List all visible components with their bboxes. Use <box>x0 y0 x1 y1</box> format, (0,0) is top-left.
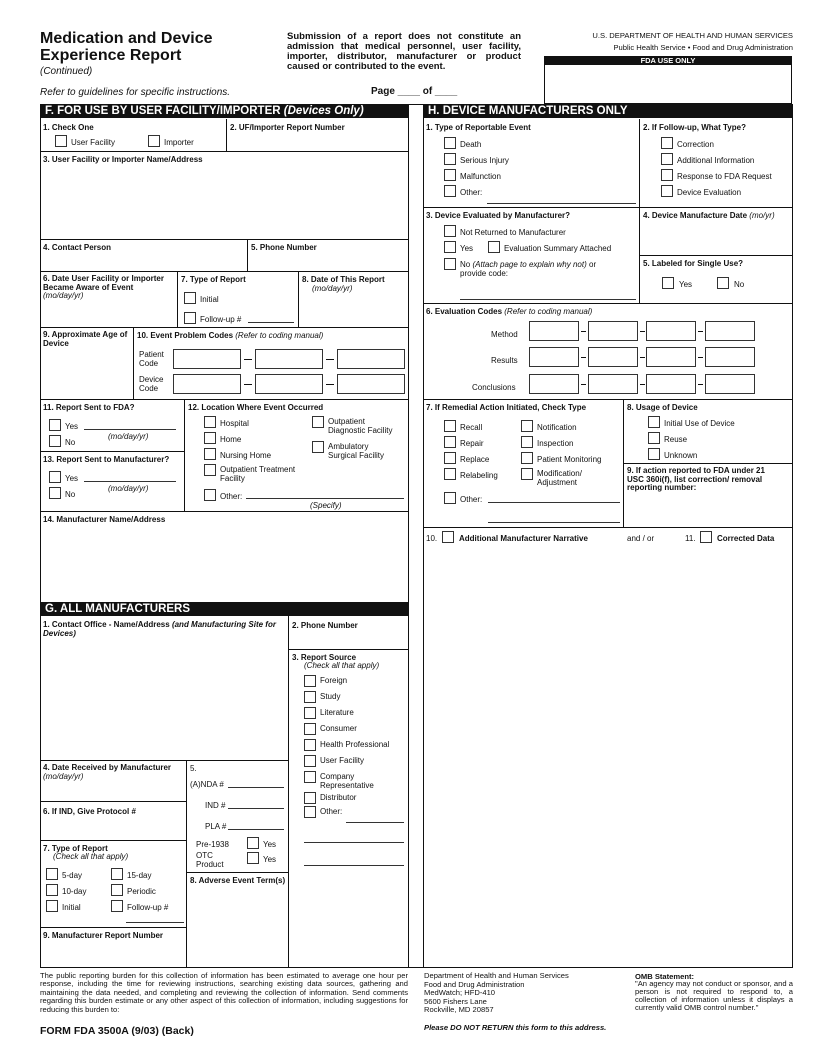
g-rule <box>40 801 186 802</box>
h3-eval-summary-checkbox[interactable] <box>488 241 500 253</box>
outpatient-treatment-label: Outpatient Treatment Facility <box>220 465 296 483</box>
g7-followup-label: Follow-up # <box>127 903 169 912</box>
eval-method-code-4[interactable] <box>705 321 755 341</box>
f-rule <box>40 151 409 152</box>
h1-other-line[interactable] <box>487 203 636 204</box>
f11-date-line[interactable] <box>84 429 176 430</box>
modification-checkbox[interactable] <box>521 468 533 480</box>
g7-followup-line[interactable] <box>126 922 184 923</box>
eval-conclusions-code-1[interactable] <box>529 374 579 394</box>
event-type-other-checkbox[interactable] <box>444 185 456 197</box>
disclaimer-text: Submission of a report does not constitute an admission that medical personnel, user facility, importer, distributor, manufacturer or product caused or contributed to the event. <box>287 31 521 72</box>
results-label: Results <box>491 356 518 365</box>
g7-5day-checkbox[interactable] <box>46 868 58 880</box>
f-rule <box>40 451 184 452</box>
replace-label: Replace <box>460 455 490 464</box>
h1-label: 1. Type of Reportable Event <box>426 123 531 132</box>
and-or-label: and / or <box>627 534 655 543</box>
g1-label: 1. Contact Office - Name/Address (and Manufacturing Site for Devices) <box>43 620 276 638</box>
report-source-study-checkbox[interactable] <box>304 691 316 703</box>
f13-yes-checkbox[interactable] <box>49 471 61 483</box>
f11-date-unit: (mo/day/yr) <box>108 432 149 441</box>
f7-followup-label: Follow-up # <box>200 315 242 324</box>
mailing-address: Department of Health and Human Services Food and Drug Administration MedWatch; HFD-410 5600 Fishers Lane Rockville, MD 20857 <box>424 971 569 1015</box>
report-source-user-facility-checkbox[interactable] <box>304 755 316 767</box>
f1-divider <box>226 119 227 151</box>
f7-divider <box>298 271 299 327</box>
outpatient-diagnostic-label: Outpatient Diagnostic Facility <box>328 417 393 435</box>
notification-label: Notification <box>537 423 577 432</box>
event-type-serious-injury-checkbox[interactable] <box>444 153 456 165</box>
report-source-foreign-checkbox[interactable] <box>304 675 316 687</box>
h3-no-label: No (Attach page to explain why not) or provide code: <box>460 260 597 278</box>
device-usage-reuse-label: Reuse <box>664 435 688 444</box>
h3-code-line[interactable] <box>460 299 636 300</box>
h3-yes-checkbox[interactable] <box>444 241 456 253</box>
burden-statement: The public reporting burden for this collection of information has been estimated to average one hour per response, including the time for reviewing instructions, searching existing data sources, gathering and maintaining the data needed, and completing and reviewing the collection of information. Send comments regarding this burden estimate or any other aspect of this collection of information, including suggestions for reducing this burden to: <box>40 971 408 1014</box>
dash <box>698 331 703 332</box>
report-source-company-representative-checkbox[interactable] <box>304 771 316 783</box>
h-rule <box>623 463 793 464</box>
method-label: Method <box>491 330 518 339</box>
h5-no-checkbox[interactable] <box>717 277 729 289</box>
eval-method-code-1[interactable] <box>529 321 579 341</box>
g-rule <box>40 927 186 928</box>
h7-label: 7. If Remedial Action Initiated, Check Type <box>426 403 587 412</box>
f11-no-label: No <box>65 438 76 447</box>
g2-label: 2. Phone Number <box>292 621 358 630</box>
agency-header: U.S. DEPARTMENT OF HEALTH AND HUMAN SERVICES Public Health Service • Food and Drug Administration <box>592 31 793 52</box>
followup-type-correction-checkbox[interactable] <box>661 137 673 149</box>
user-facility-checkbox[interactable] <box>55 135 67 147</box>
f2-label: 2. UF/Importer Report Number <box>230 123 345 132</box>
recall-checkbox[interactable] <box>444 420 456 432</box>
recall-label: Recall <box>460 423 483 432</box>
dash <box>244 384 252 385</box>
report-source-other-checkbox[interactable] <box>304 806 316 818</box>
remedial-other-label: Other: <box>460 495 483 504</box>
f5-label: 5. Phone Number <box>251 243 317 252</box>
h5-label: 5. Labeled for Single Use? <box>643 259 744 268</box>
device-code-label: Device Code <box>139 375 164 393</box>
h4-label: 4. Device Manufacture Date (mo/yr) <box>643 211 775 220</box>
eval-conclusions-code-3[interactable] <box>646 374 696 394</box>
f-rule <box>40 327 409 328</box>
patient-monitoring-checkbox[interactable] <box>521 452 533 464</box>
dash <box>326 359 334 360</box>
h-rule <box>423 303 793 304</box>
report-source-literature-label: Literature <box>320 708 354 717</box>
device-usage-unknown-label: Unknown <box>664 451 698 460</box>
g7-initial-label: Initial <box>62 903 81 912</box>
h-rule <box>423 527 793 528</box>
f13-no-checkbox[interactable] <box>49 487 61 499</box>
f7-label: 7. Type of Report <box>181 275 246 284</box>
continued-label: (Continued) <box>40 66 93 77</box>
conclusions-label: Conclusions <box>472 383 516 392</box>
patient-code-2[interactable] <box>255 349 323 369</box>
report-source-consumer-checkbox[interactable] <box>304 723 316 735</box>
g4-divider <box>186 760 187 872</box>
f4-label: 4. Contact Person <box>43 243 112 252</box>
h-rule <box>423 399 793 400</box>
location-other-checkbox[interactable] <box>204 489 216 501</box>
remedial-other-line[interactable] <box>488 502 620 503</box>
g7-initial-checkbox[interactable] <box>46 900 58 912</box>
nursing-home-label: Nursing Home <box>220 451 272 460</box>
f9-divider <box>133 327 134 399</box>
anda-label: (A)NDA # <box>190 780 224 789</box>
form-frame <box>40 104 793 968</box>
g3-note: (Check all that apply) <box>304 661 380 670</box>
h-rule <box>639 255 793 256</box>
g7-periodic-label: Periodic <box>127 887 156 896</box>
followup-type-additional-information-checkbox[interactable] <box>661 153 673 165</box>
f-rule <box>40 399 409 400</box>
form-title: Medication and Device Experience Report <box>40 30 213 64</box>
h3-label: 3. Device Evaluated by Manufacturer? <box>426 211 571 220</box>
g7-note: (Check all that apply) <box>53 852 129 861</box>
eval-results-code-4[interactable] <box>705 347 755 367</box>
event-type-malfunction-checkbox[interactable] <box>444 169 456 181</box>
g9-label: 9. Manufacturer Report Number <box>43 931 164 940</box>
patient-code-label: Patient Code <box>139 350 164 368</box>
inspection-label: Inspection <box>537 439 574 448</box>
event-type-malfunction-label: Malfunction <box>460 172 501 181</box>
f3-label: 3. User Facility or Importer Name/Address <box>43 155 203 164</box>
f14-label: 14. Manufacturer Name/Address <box>43 515 166 524</box>
remedial-other-line-2[interactable] <box>488 522 620 523</box>
report-source-health-professional-label: Health Professional <box>320 740 390 749</box>
section-g-header: G. ALL MANUFACTURERS <box>40 602 409 616</box>
report-source-health-professional-checkbox[interactable] <box>304 739 316 751</box>
followup-type-correction-label: Correction <box>677 140 714 149</box>
fda-use-only-box <box>544 56 792 104</box>
omb-text: "An agency may not conduct or sponsor, and a person is not required to respond to, a collection of information unless it displays a currently valid OMB control number." <box>635 979 793 1012</box>
device-code-1[interactable] <box>173 374 241 394</box>
modification-label: Modification/ Adjustment <box>537 469 582 487</box>
otc-yes-label: Yes <box>263 855 277 864</box>
g4-label: 4. Date Received by Manufacturer (mo/day/yr) <box>43 763 172 781</box>
f13-label: 13. Report Sent to Manufacturer? <box>43 455 170 464</box>
g5-label: 5. <box>190 764 197 773</box>
column-divider <box>408 104 409 968</box>
remedial-other-checkbox[interactable] <box>444 492 456 504</box>
ambulatory-checkbox[interactable] <box>312 441 324 453</box>
device-code-2[interactable] <box>255 374 323 394</box>
eval-conclusions-code-4[interactable] <box>705 374 755 394</box>
location-specify-label: (Specify) <box>310 501 342 510</box>
g-rule <box>40 840 186 841</box>
h3-yes-label: Yes <box>460 244 474 253</box>
h2-label: 2. If Follow-up, What Type? <box>643 123 746 132</box>
fda-use-only-label: FDA USE ONLY <box>545 57 791 65</box>
page-number-label: Page ____ of ____ <box>371 86 458 97</box>
dash <box>581 331 586 332</box>
dash <box>640 331 645 332</box>
patient-monitoring-label: Patient Monitoring <box>537 455 602 464</box>
omb-title: OMB Statement: <box>635 972 695 981</box>
h11-checkbox[interactable] <box>700 531 712 543</box>
report-source-other-line-2[interactable] <box>304 842 404 843</box>
eval-results-code-1[interactable] <box>529 347 579 367</box>
followup-type-response-to-fda-request-checkbox[interactable] <box>661 169 673 181</box>
device-code-3[interactable] <box>337 374 405 394</box>
report-source-literature-checkbox[interactable] <box>304 707 316 719</box>
g3-label: 3. Report Source <box>292 653 357 662</box>
h5-yes-checkbox[interactable] <box>662 277 674 289</box>
f11-label: 11. Report Sent to FDA? <box>43 403 135 412</box>
f11-no-checkbox[interactable] <box>49 435 61 447</box>
replace-checkbox[interactable] <box>444 452 456 464</box>
f11-divider <box>184 399 185 511</box>
otc-yes-checkbox[interactable] <box>247 852 259 864</box>
followup-type-response-to-fda-request-label: Response to FDA Request <box>677 172 772 181</box>
h5-no-label: No <box>734 280 745 289</box>
h11-label: Corrected Data <box>717 534 775 543</box>
g7-label: 7. Type of Report <box>43 844 108 853</box>
followup-type-additional-information-label: Additional Information <box>677 156 755 165</box>
device-usage-initial-use-of-device-checkbox[interactable] <box>648 416 660 428</box>
report-source-study-label: Study <box>320 692 341 701</box>
report-source-consumer-label: Consumer <box>320 724 357 733</box>
report-source-distributor-checkbox[interactable] <box>304 792 316 804</box>
location-other-label: Other: <box>220 492 243 501</box>
dash <box>581 384 586 385</box>
relabeling-checkbox[interactable] <box>444 468 456 480</box>
g8-divider <box>186 872 187 968</box>
g-divider <box>288 616 289 968</box>
h6-label: 6. Evaluation Codes (Refer to coding manual) <box>426 307 593 316</box>
importer-label: Importer <box>164 138 194 147</box>
h3-eval-summary-label: Evaluation Summary Attached <box>504 244 612 253</box>
f-rule <box>40 239 409 240</box>
f11-yes-checkbox[interactable] <box>49 419 61 431</box>
f13-date-unit: (mo/day/yr) <box>108 484 149 493</box>
column-divider-right <box>423 104 424 968</box>
report-source-distributor-label: Distributor <box>320 793 357 802</box>
f11-yes-label: Yes <box>65 422 79 431</box>
guidelines-note: Refer to guidelines for specific instructions. <box>40 87 231 98</box>
eval-method-code-3[interactable] <box>646 321 696 341</box>
f8-unit: (mo/day/yr) <box>312 284 353 293</box>
report-source-other-line[interactable] <box>346 822 404 823</box>
followup-type-device-evaluation-label: Device Evaluation <box>677 188 742 197</box>
form-id: FORM FDA 3500A (9/03) (Back) <box>40 1025 194 1037</box>
h10-label: Additional Manufacturer Narrative <box>459 534 588 543</box>
home-checkbox[interactable] <box>204 432 216 444</box>
f1-label: 1. Check One <box>43 123 94 132</box>
outpatient-diagnostic-checkbox[interactable] <box>312 416 324 428</box>
g7-15day-label: 15-day <box>127 871 152 880</box>
followup-type-device-evaluation-checkbox[interactable] <box>661 185 673 197</box>
relabeling-label: Relabeling <box>460 471 498 480</box>
f7-followup-line[interactable] <box>248 322 294 323</box>
nursing-home-checkbox[interactable] <box>204 448 216 460</box>
hospital-label: Hospital <box>220 419 249 428</box>
inspection-checkbox[interactable] <box>521 436 533 448</box>
g-rule <box>186 872 288 873</box>
ambulatory-label: Ambulatory Surgical Facility <box>328 442 385 460</box>
g-rule <box>288 649 409 650</box>
pla-line[interactable] <box>228 829 284 830</box>
importer-checkbox[interactable] <box>148 135 160 147</box>
report-source-user-facility-label: User Facility <box>320 756 365 765</box>
eval-conclusions-code-2[interactable] <box>588 374 638 394</box>
dash <box>244 359 252 360</box>
g6-label: 6. If IND, Give Protocol # <box>43 807 136 816</box>
g7-5day-label: 5-day <box>62 871 83 880</box>
eval-results-code-3[interactable] <box>646 347 696 367</box>
ind-line[interactable] <box>228 808 284 809</box>
f13-date-line[interactable] <box>84 481 176 482</box>
pre1938-label: Pre-1938 <box>196 840 229 849</box>
eval-method-code-2[interactable] <box>588 321 638 341</box>
f9-label: 9. Approximate Age of Device <box>43 330 128 348</box>
f7-initial-checkbox[interactable] <box>184 292 196 304</box>
f-rule <box>40 271 409 272</box>
otc-label: OTC Product <box>196 851 224 869</box>
f8-label: 8. Date of This Report <box>302 275 385 284</box>
h3-not-returned-label: Not Returned to Manufacturer <box>460 228 566 237</box>
section-f-header: F. FOR USE BY USER FACILITY/IMPORTER (Devices Only) <box>40 104 409 118</box>
h5-yes-label: Yes <box>679 280 693 289</box>
f13-no-label: No <box>65 490 76 499</box>
g7-15day-checkbox[interactable] <box>111 868 123 880</box>
device-usage-reuse-checkbox[interactable] <box>648 432 660 444</box>
dash <box>581 357 586 358</box>
h8-label: 8. Usage of Device <box>627 403 698 412</box>
patient-code-1[interactable] <box>173 349 241 369</box>
repair-checkbox[interactable] <box>444 436 456 448</box>
dash <box>698 357 703 358</box>
report-source-other-line-3[interactable] <box>304 865 404 866</box>
f-rule <box>40 511 409 512</box>
hospital-checkbox[interactable] <box>204 416 216 428</box>
f7-followup-checkbox[interactable] <box>184 312 196 324</box>
g7-followup-checkbox[interactable] <box>111 900 123 912</box>
dash <box>326 384 334 385</box>
report-source-foreign-label: Foreign <box>320 676 348 685</box>
f13-yes-label: Yes <box>65 474 79 483</box>
pre1938-yes-checkbox[interactable] <box>247 837 259 849</box>
f7-initial-label: Initial <box>200 295 219 304</box>
h9-label: 9. If action reported to FDA under 21 USC 360i(f), list correction/ removal reporting number: <box>627 466 765 493</box>
h1-divider <box>639 119 640 207</box>
f6-divider <box>177 271 178 327</box>
h10-checkbox[interactable] <box>442 531 454 543</box>
user-facility-label: User Facility <box>71 138 116 147</box>
pla-label: PLA # <box>205 822 227 831</box>
h10-number: 10. <box>426 534 438 543</box>
f4-divider <box>247 239 248 271</box>
event-type-serious-injury-label: Serious Injury <box>460 156 509 165</box>
event-type-death-checkbox[interactable] <box>444 137 456 149</box>
f12-label: 12. Location Where Event Occurred <box>188 403 324 412</box>
eval-results-code-2[interactable] <box>588 347 638 367</box>
repair-label: Repair <box>460 439 484 448</box>
patient-code-3[interactable] <box>337 349 405 369</box>
do-not-return-note: Please DO NOT RETURN this form to this address. <box>424 1023 607 1032</box>
f6-label: 6. Date User Facility or Importer Became Aware of Event (mo/day/yr) <box>43 274 164 301</box>
outpatient-treatment-checkbox[interactable] <box>204 464 216 476</box>
f10-label: 10. Event Problem Codes (Refer to coding manual) <box>137 331 324 340</box>
dash <box>640 384 645 385</box>
report-source-other-label: Other: <box>320 807 343 816</box>
report-source-company-representative-label: Company Representative <box>320 772 374 790</box>
g7-10day-checkbox[interactable] <box>46 884 58 896</box>
h3-not-returned-checkbox[interactable] <box>444 225 456 237</box>
home-label: Home <box>220 435 242 444</box>
dash <box>640 357 645 358</box>
dash <box>698 384 703 385</box>
event-type-other-label: Other: <box>460 188 483 197</box>
event-type-death-label: Death <box>460 140 482 149</box>
anda-line[interactable] <box>228 787 284 788</box>
g7-10day-label: 10-day <box>62 887 87 896</box>
device-usage-initial-use-of-device-label: Initial Use of Device <box>664 419 735 428</box>
h11-number: 11. <box>685 534 696 543</box>
location-other-line[interactable] <box>246 498 404 499</box>
g8-label: 8. Adverse Event Term(s) <box>190 876 286 885</box>
h-rule <box>423 207 793 208</box>
g7-periodic-checkbox[interactable] <box>111 884 123 896</box>
ind-label: IND # <box>205 801 226 810</box>
notification-checkbox[interactable] <box>521 420 533 432</box>
g-rule <box>40 760 288 761</box>
pre1938-yes-label: Yes <box>263 840 277 849</box>
h3-no-checkbox[interactable] <box>444 258 456 270</box>
device-usage-unknown-checkbox[interactable] <box>648 448 660 460</box>
section-h-header: H. DEVICE MANUFACTURERS ONLY <box>423 104 793 118</box>
